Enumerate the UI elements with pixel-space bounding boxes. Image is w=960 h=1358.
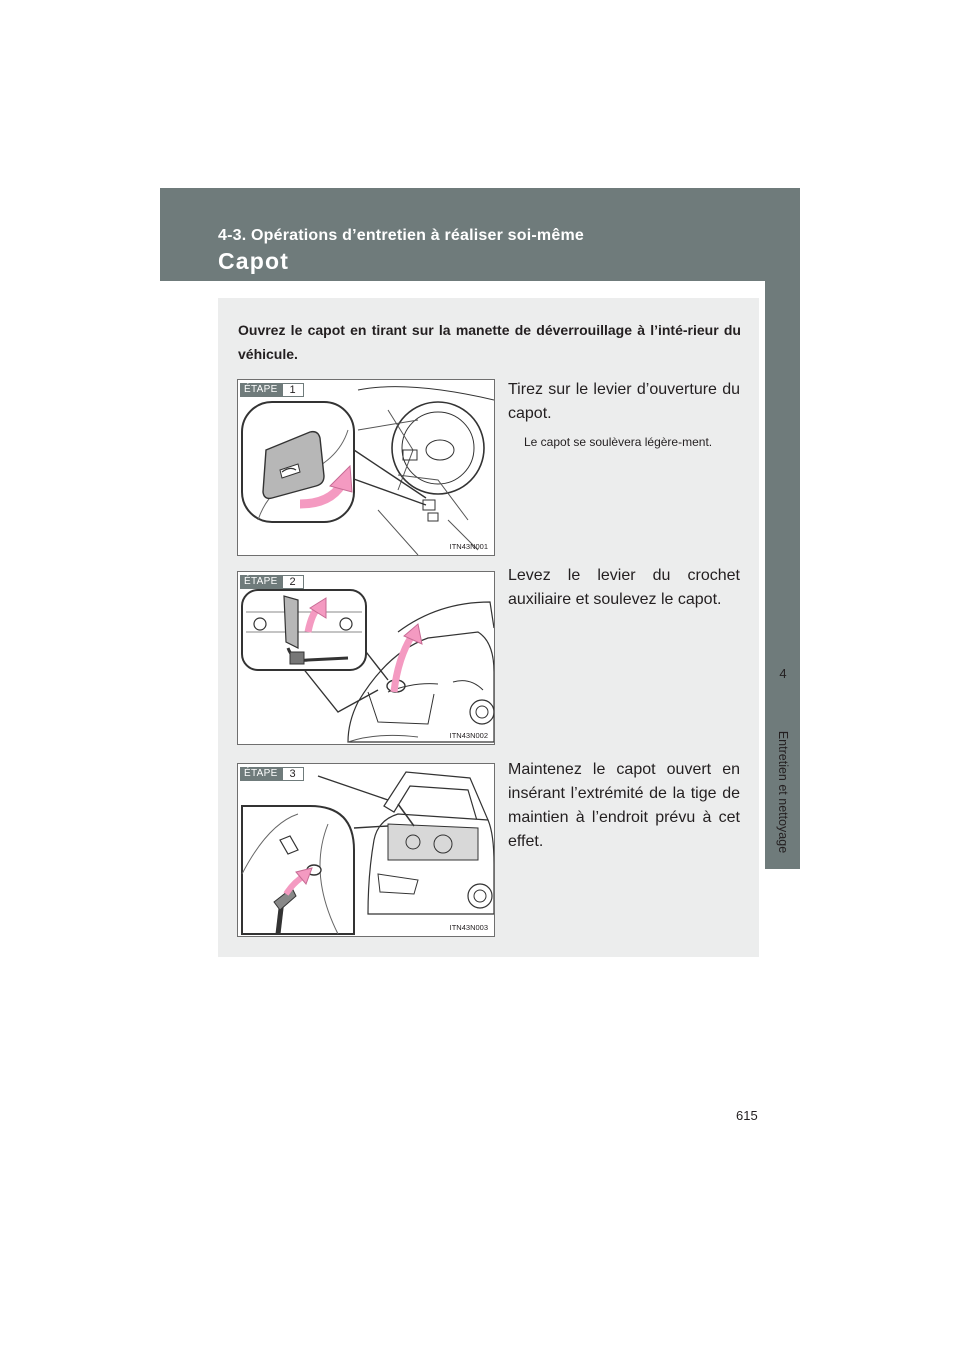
step-2-badge-label: ÉTAPE [240,575,282,589]
step-3-badge-label: ÉTAPE [240,767,282,781]
support-rod-illustration [238,764,494,936]
auxiliary-catch-illustration [238,572,494,744]
step-2-text: Levez le levier du crochet auxiliaire et soulevez le capot. [508,567,740,608]
chapter-label [770,718,796,866]
step-3-badge [240,767,304,781]
chapter-header [160,188,800,281]
step-1-note: Le capot se soulèvera légère-ment. [524,435,713,449]
chapter-number: 4 [779,666,787,681]
step-2-badge-number: 2 [282,575,304,589]
step-1-figure [237,379,495,556]
page-number: 615 [736,1108,758,1123]
step-2-figure [237,571,495,745]
step-3-badge-number: 3 [282,767,304,781]
step-2-badge [240,575,304,589]
step-3-text: Maintenez le capot ouvert en insérant l’extrémité de la tige de maintien à l’endroit prévu à cet effet. [508,761,740,850]
step-1-badge-label: ÉTAPE [240,383,282,397]
page-title: Capot [218,248,290,274]
step-3-figure-code: ITN43N003 [449,923,488,932]
chapter-label-text: Entretien et nettoyage [776,730,790,854]
step-1-figure-code: ITN43N001 [449,542,488,551]
step-3-figure [237,763,495,937]
intro-text: Ouvrez le capot en tirant sur la manette de déverrouillage à l’inté-rieur du véhicule. [238,322,741,362]
step-2-figure-code: ITN43N002 [449,731,488,740]
hood-release-lever-illustration [238,380,494,555]
step-1-text: Tirez sur le levier d’ouverture du capot. [508,381,740,422]
step-1-badge-number: 1 [282,383,304,397]
section-title: 4-3. Opérations d’entretien à réaliser soi-même [218,227,584,244]
step-1-badge [240,383,304,397]
